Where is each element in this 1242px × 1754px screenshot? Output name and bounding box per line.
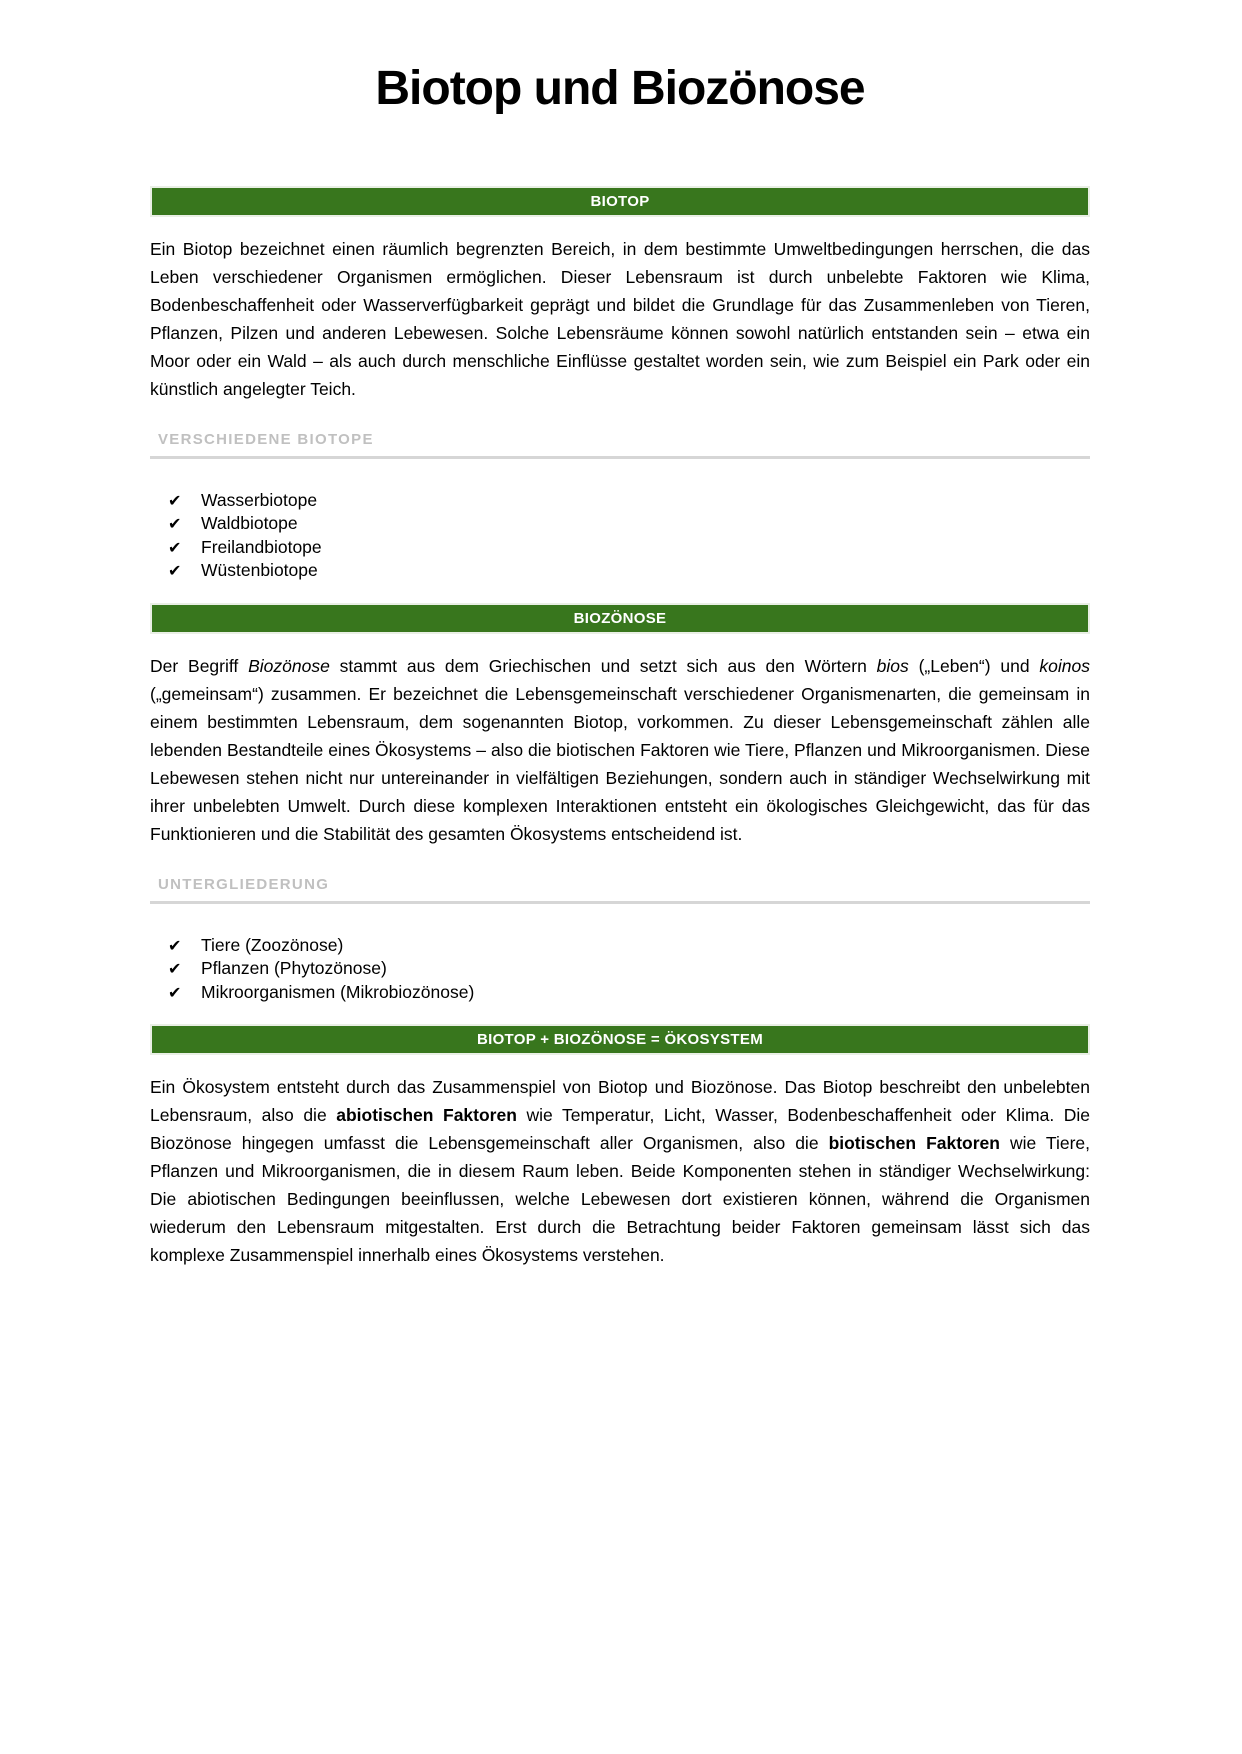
check-icon: ✔	[168, 982, 182, 1002]
subheading-untergliederung: UNTERGLIEDERUNG	[150, 876, 1090, 904]
list-item-label: Wüstenbiotope	[201, 560, 318, 581]
list-item	[168, 934, 1090, 958]
check-icon: ✔	[168, 935, 182, 955]
paragraph-run: Ein Ökosystem entsteht durch das Zusammenspiel von Biotop und Biozönose. Das Biotop beschreibt den unbelebten Lebensraum, also die	[150, 1077, 1090, 1126]
list-item	[168, 957, 1090, 981]
section-header-biozoenose	[150, 603, 1090, 634]
paragraph-run: („gemeinsam“) zusammen. Er bezeichnet die Lebensgemeinschaft verschiedener Organismenarten, die gemeinsam in einem bestimmten Lebensraum, dem sogenannten Biotop, vorkommen. Zu dieser Lebensgemeinschaft zählen alle lebenden Bestandteile eines Ökosystems – also die biotischen Faktoren wie Tiere, Pflanzen und Mikroorganismen. Diese Lebewesen stehen nicht nur untereinander in vielfältigen Beziehungen, sondern auch in ständiger Wechselwirkung mit ihrer unbelebten Umwelt. Durch diese komplexen Interaktionen entsteht ein ökologisches Gleichgewicht, das für das Funktionieren und die Stabilität des gesamten Ökosystems entscheidend ist.	[150, 683, 1090, 844]
paragraph-run: („Leben“) und	[908, 655, 1040, 676]
list-item-label: Mikroorganismen (Mikrobiozönose)	[201, 981, 475, 1002]
document-content	[150, 0, 1090, 1269]
biotope-check-list	[150, 489, 1090, 583]
list-item	[168, 981, 1090, 1005]
untergliederung-check-list	[150, 934, 1090, 1005]
paragraph-run: wie Temperatur, Licht, Wasser, Bodenbeschaffenheit oder Klima. Die Biozönose hingegen umfasst die Lebensgemeinschaft aller Organismen, also die	[150, 1105, 1090, 1154]
check-icon: ✔	[168, 537, 182, 557]
check-icon: ✔	[168, 959, 182, 979]
list-item	[168, 559, 1090, 583]
list-item-label: Freilandbiotope	[201, 536, 322, 557]
paragraph-run-bold: biotischen Faktoren	[828, 1133, 1000, 1154]
check-icon: ✔	[168, 561, 182, 581]
section-header-biotop	[150, 186, 1090, 217]
biozoenose-paragraph	[150, 652, 1090, 848]
section-header-label: BIOZÖNOSE	[573, 609, 667, 627]
paragraph-run-italic: koinos	[1039, 655, 1090, 676]
check-icon: ✔	[168, 514, 182, 534]
paragraph-run: stammt aus dem Griechischen und setzt sich aus den Wörtern	[329, 655, 877, 676]
subheading-verschiedene-biotope: VERSCHIEDENE BIOTOPE	[150, 431, 1090, 459]
section-header-label: BIOTOP + BIOZÖNOSE = ÖKOSYSTEM	[476, 1031, 763, 1049]
oekosystem-paragraph	[150, 1073, 1090, 1269]
list-item-label: Waldbiotope	[201, 513, 298, 534]
check-icon: ✔	[168, 490, 182, 510]
list-item	[168, 536, 1090, 560]
paragraph-run: Der Begriff	[150, 655, 249, 676]
paragraph-run: wie Tiere, Pflanzen und Mikroorganismen, die in diesem Raum leben. Beide Komponenten stehen in ständiger Wechselwirkung: Die abiotischen Bedingungen beeinflussen, welche Lebewesen dort existieren können, während die Organismen wiederum den Lebensraum mitgestalten. Erst durch die Betrachtung beider Faktoren gemeinsam lässt sich das komplexe Zusammenspiel innerhalb eines Ökosystems verstehen.	[150, 1133, 1091, 1266]
list-item-label: Tiere (Zoozönose)	[201, 934, 344, 955]
list-item-label: Wasserbiotope	[201, 489, 318, 510]
paragraph-run: Ein Biotop bezeichnet einen räumlich begrenzten Bereich, in dem bestimmte Umweltbedingungen herrschen, die das Leben verschiedener Organismen ermöglichen. Dieser Lebensraum ist durch unbelebte Faktoren wie Klima, Bodenbeschaffenheit oder Wasserverfügbarkeit geprägt und bildet die Grundlage für das Zusammenleben von Tieren, Pflanzen, Pilzen und anderen Lebewesen. Solche Lebensräume können sowohl natürlich entstanden sein – etwa ein Moor oder ein Wald – als auch durch menschliche Einflüsse gestaltet worden sein, wie zum Beispiel ein Park oder ein künstlich angelegter Teich.	[150, 238, 1090, 399]
list-item	[168, 512, 1090, 536]
biotop-paragraph	[150, 235, 1090, 403]
paragraph-run-italic: Biozönose	[248, 655, 330, 676]
section-header-oekosystem	[150, 1024, 1090, 1055]
list-item	[168, 489, 1090, 513]
paragraph-run-italic: bios	[876, 655, 909, 676]
section-header-label: BIOTOP	[590, 192, 650, 210]
paragraph-run-bold: abiotischen Faktoren	[336, 1105, 517, 1126]
list-item-label: Pflanzen (Phytozönose)	[201, 958, 387, 979]
page-title: Biotop und Biozönose	[375, 62, 865, 115]
